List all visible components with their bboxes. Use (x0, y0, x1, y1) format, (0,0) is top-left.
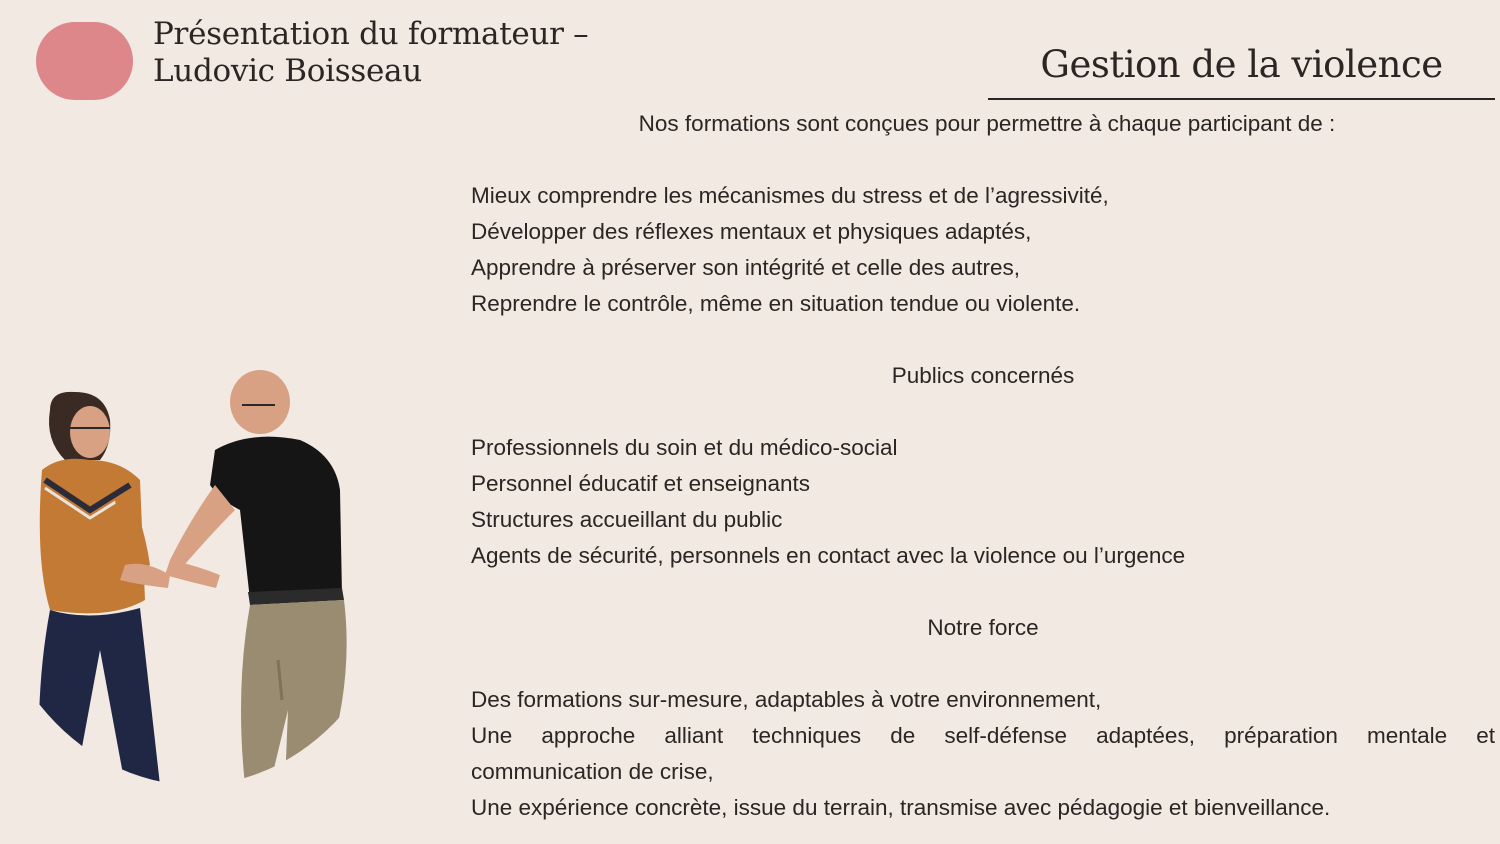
objective-item: Mieux comprendre les mécanismes du stress et de l’agressivité, (471, 183, 1109, 208)
woman-figure (39, 392, 170, 785)
man-figure (165, 370, 347, 785)
header-line-2: Ludovic Boisseau (153, 53, 422, 89)
objective-item: Développer des réflexes mentaux et physiques adaptés, (471, 219, 1032, 244)
force-item: Une expérience concrète, issue du terrain, transmise avec pédagogie et bienveillance. (471, 795, 1331, 820)
intro-text: Nos formations sont conçues pour permettre à chaque participant de : (638, 111, 1336, 136)
main-content (471, 106, 1495, 826)
spacer (471, 646, 1495, 682)
force-item: Une approche alliant techniques de self-défense adaptées, préparation mentale et (471, 723, 1495, 748)
header-line-1: Présentation du formateur – (153, 16, 589, 52)
section-title-underline (988, 98, 1495, 100)
force-item-continuation: communication de crise, (471, 759, 714, 784)
spacer (471, 574, 1495, 610)
header-title (153, 16, 588, 90)
decorative-blob (36, 22, 133, 100)
force-heading: Notre force (927, 615, 1039, 640)
public-item: Professionnels du soin et du médico-social (471, 435, 898, 460)
objective-item: Apprendre à préserver son intégrité et celle des autres, (471, 255, 1021, 280)
force-item: Des formations sur-mesure, adaptables à votre environnement, (471, 687, 1102, 712)
spacer (471, 142, 1495, 178)
objective-item: Reprendre le contrôle, même en situation tendue ou violente. (471, 291, 1081, 316)
publics-heading: Publics concernés (891, 363, 1075, 388)
section-title: Gestion de la violence (1040, 43, 1443, 86)
trainers-photo (20, 360, 360, 790)
spacer (471, 322, 1495, 358)
public-item: Personnel éducatif et enseignants (471, 471, 810, 496)
public-item: Agents de sécurité, personnels en contact avec la violence ou l’urgence (471, 543, 1186, 568)
spacer (471, 394, 1495, 430)
public-item: Structures accueillant du public (471, 507, 783, 532)
